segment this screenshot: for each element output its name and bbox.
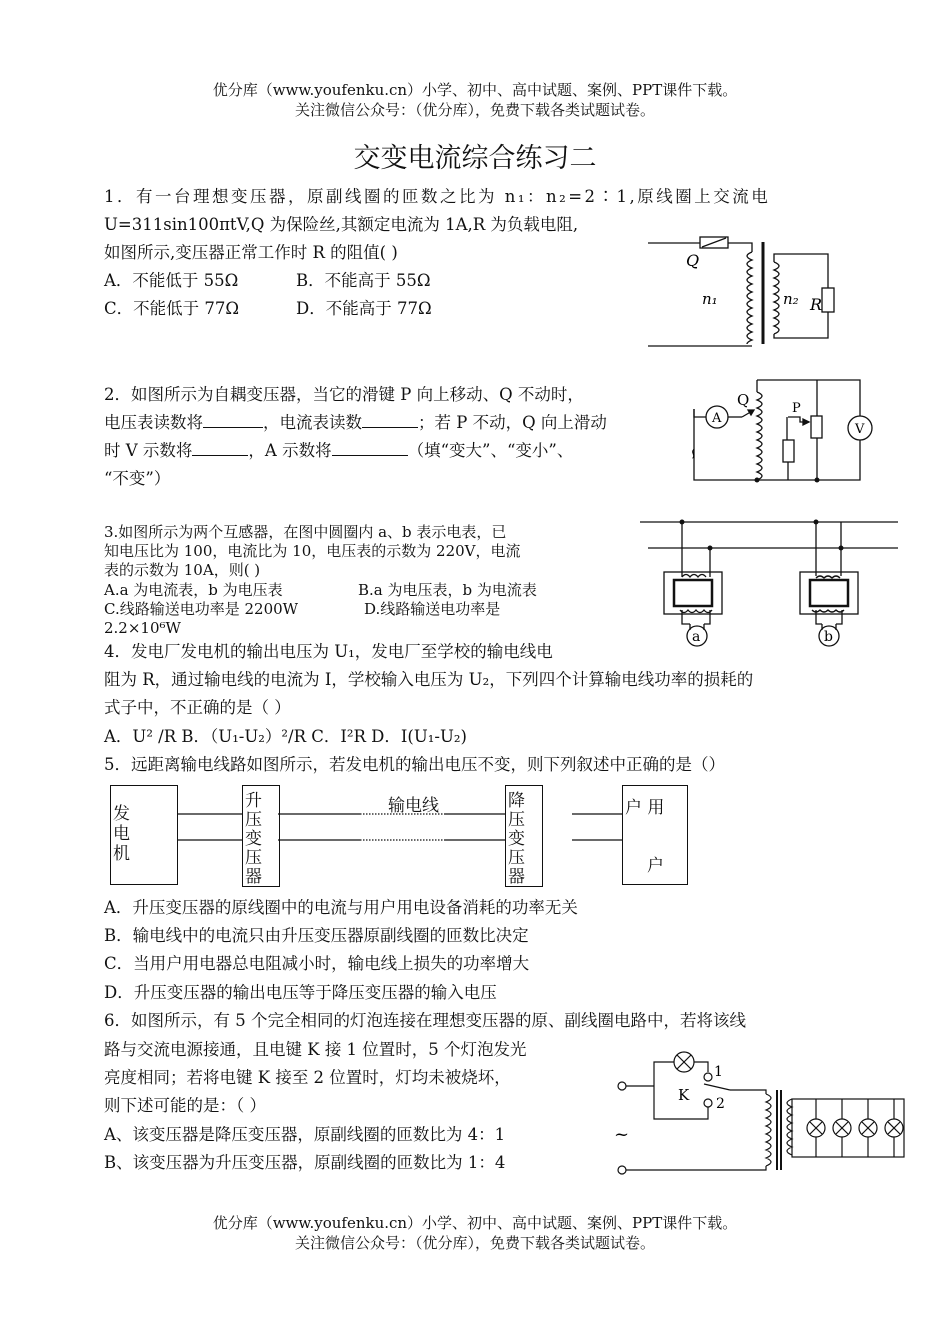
q6-terminal-top: [618, 1082, 626, 1090]
q5-user-label-bottom: 户: [647, 856, 664, 876]
q6-switch-contact-2: [704, 1099, 712, 1107]
q6-secondary-lamp-2: [833, 1099, 851, 1157]
q2-ac-source-symbol: ∽: [684, 447, 702, 460]
q2-label-v: V: [855, 422, 865, 437]
q6-label-2: 2: [716, 1096, 725, 1112]
q6-terminal-bottom: [618, 1166, 626, 1174]
q3-option-d-value: 2.2×10⁶W: [104, 619, 181, 637]
q2-text-a-reading: ，A 示数将: [248, 441, 332, 460]
q5-step-up-char-4: 压: [245, 848, 262, 868]
q4-line1: 4．发电厂发电机的输出电压为 U₁，发电厂至学校的输电线电: [104, 642, 553, 661]
q3-transformer-b-frame: [800, 572, 858, 614]
q5-step-up-transformer-box: [242, 785, 280, 887]
q2-text-q-slide: ；若 P 不动，Q 向上滑动: [418, 413, 607, 432]
q3-label-a: a: [692, 629, 701, 645]
q6-secondary-coil: [787, 1099, 792, 1155]
q2-resistor-lower: [783, 440, 794, 462]
q2-text-v-reading: 时 V 示数将: [104, 441, 193, 460]
q3-instrument-transformer-figure: [636, 512, 902, 654]
q5-option-a: A．升压变压器的原线圈中的电流与用户用电设备消耗的功率无关: [104, 898, 578, 917]
page-footer-line1: 优分库（www.youfenku.cn）小学、初中、高中试题、案例、PPT课件下载。: [212, 1214, 738, 1232]
q6-secondary-lamp-4: [885, 1099, 903, 1157]
q4-line3: 式子中，不正确的是（ ）: [104, 698, 291, 717]
q5-user-label-top: 户 用: [625, 798, 665, 818]
q5-step-down-char-5: 器: [508, 867, 525, 887]
q3-transformer-a-frame: [664, 572, 722, 614]
q5-step-up-char-2: 压: [245, 810, 262, 830]
q5-step-down-transformer-box: [505, 785, 543, 887]
q1-resistor-r: [822, 288, 834, 312]
q1-option-a: A．不能低于 55Ω: [104, 271, 239, 290]
q2-blank-1[interactable]: [203, 413, 263, 428]
q6-primary-coil: [766, 1094, 771, 1166]
q6-switch-k-blade: [704, 1084, 730, 1090]
q1-line1: 1．有一台理想变压器，原副线圈的匝数之比为 n₁：n₂=2∶1,原线圈上交流电: [104, 187, 771, 206]
q3-line1: 3.如图所示为两个互感器，在图中圆圈内 a、b 表示电表，已: [104, 523, 507, 541]
q3-option-c: C.线路输送电功率是 2200W: [104, 600, 299, 618]
q2-label-q: Q: [737, 391, 750, 409]
q2-text-fill-hint: （填“变大”、“变小”、: [407, 441, 574, 460]
q2-blank-4[interactable]: [332, 441, 408, 456]
q5-generator-char-2: 电: [113, 824, 130, 844]
q1-option-d: D．不能高于 77Ω: [296, 299, 432, 318]
q1-line2: U=311sin100πtV,Q 为保险丝,其额定电流为 1A,R 为负载电阻,: [104, 215, 579, 234]
q5-step-up-char-5: 器: [245, 867, 262, 887]
q4-options: A．U² /R B．（U₁-U₂）²/R C．I²R D．I(U₁-U₂): [104, 727, 467, 746]
q2-autotransformer-figure: [682, 372, 882, 492]
q2-label-a: A: [712, 411, 722, 426]
q6-option-b: B、该变压器为升压变压器，原副线圈的匝数比为 1：4: [104, 1153, 506, 1172]
q2-text-ammeter: ，电流表读数: [263, 413, 362, 432]
q1-label-q: Q: [686, 251, 700, 270]
q3-label-b: b: [824, 629, 833, 645]
q6-secondary-lamp-1: [807, 1099, 825, 1157]
q1-transformer-figure: [640, 230, 870, 360]
q6-label-k: K: [678, 1086, 690, 1104]
q1-secondary-coil: [774, 262, 779, 334]
q5-option-b: B．输电线中的电流只由升压变压器原副线圈的匝数比决定: [104, 926, 529, 945]
q1-option-b: B．不能高于 55Ω: [296, 271, 431, 290]
q3-line3: 表的示数为 10A，则( ): [104, 561, 261, 579]
q2-line2: [104, 411, 607, 435]
q2-line4: “不变”）: [104, 469, 171, 488]
q5-generator-char-1: 发: [113, 804, 130, 824]
q2-line3: [104, 439, 573, 463]
q6-switch-contact-1: [704, 1073, 712, 1081]
q6-option-a: A、该变压器是降压变压器，原副线圈的匝数比为 4：1: [104, 1125, 506, 1144]
q6-line4: 则下述可能的是：（ ）: [104, 1096, 266, 1115]
q3-option-d: D.线路输送电功率是: [364, 600, 501, 618]
q1-label-n1: n₁: [702, 290, 718, 308]
q6-label-1: 1: [714, 1064, 723, 1080]
q5-option-d: D．升压变压器的输出电压等于降压变压器的输入电压: [104, 983, 497, 1002]
page-title: 交变电流综合练习二: [353, 143, 597, 174]
q6-line2: 路与交流电源接通，且电键 K 接 1 位置时，5 个灯泡发光: [104, 1040, 527, 1059]
q6-line3: 亮度相同；若将电键 K 接至 2 位置时，灯均未被烧坏，: [104, 1068, 511, 1087]
page-header-line1: 优分库（www.youfenku.cn）小学、初中、高中试题、案例、PPT课件下载。: [212, 81, 738, 99]
q3-option-a: A.a 为电流表，b 为电压表: [104, 581, 283, 599]
q5-step-down-char-2: 压: [508, 810, 525, 830]
q1-primary-coil: [747, 252, 752, 360]
q4-line2: 阻为 R，通过输电线的电流为 I，学校输入电压为 U₂，下列四个计算输电线功率的损耗的: [104, 670, 754, 689]
q6-line1: 6．如图所示，有 5 个完全相同的灯泡连接在理想变压器的原、副线圈电路中，若将该线: [104, 1011, 746, 1030]
q5-step-down-char-1: 降: [508, 791, 525, 811]
q5-transmission-line-label: 输电线: [388, 796, 439, 816]
q6-lamp-transformer-figure: [610, 1044, 910, 1178]
q1-line3: 如图所示,变压器正常工作时 R 的阻值( ): [104, 243, 398, 262]
q3-option-b: B.a 为电压表，b 为电流表: [358, 581, 537, 599]
q6-ac-source-symbol: ~: [614, 1124, 630, 1145]
page-footer-line2: 关注微信公众号：（优分库），免费下载各类试题试卷。: [294, 1234, 655, 1252]
q5-step-up-char-3: 变: [245, 829, 262, 849]
q5-generator-char-3: 机: [113, 844, 130, 864]
q2-line1: 2．如图所示为自耦变压器，当它的滑键 P 向上移动、Q 不动时，: [104, 385, 584, 404]
q5-step-down-char-4: 压: [508, 848, 525, 868]
q2-blank-2[interactable]: [362, 413, 418, 428]
q1-option-c: C．不能低于 77Ω: [104, 299, 240, 318]
q5-generator-box: [110, 785, 178, 885]
page-header-line2: 关注微信公众号：（优分库），免费下载各类试题试卷。: [294, 101, 655, 119]
q2-text-voltmeter: 电压表读数将: [104, 413, 203, 432]
q2-coil: [757, 392, 762, 480]
q5-step-down-char-3: 变: [508, 829, 525, 849]
q5-option-c: C．当用户用电器总电阻减小时，输电线上损失的功率增大: [104, 954, 530, 973]
q2-label-p: P: [792, 401, 801, 416]
q5-line1: 5．远距离输电线路如图所示，若发电机的输出电压不变，则下列叙述中正确的是（）: [104, 755, 725, 774]
q2-rheostat: [811, 416, 822, 438]
q6-secondary-lamp-3: [859, 1099, 877, 1157]
q1-label-n2: n₂: [783, 290, 799, 308]
q2-blank-3[interactable]: [192, 441, 248, 456]
q3-line2: 知电压比为 100，电流比为 10，电压表的示数为 220V，电流: [104, 542, 521, 560]
q1-label-r: R: [810, 295, 823, 314]
q5-step-up-char-1: 升: [245, 791, 262, 811]
q5-user-box: [622, 785, 688, 885]
